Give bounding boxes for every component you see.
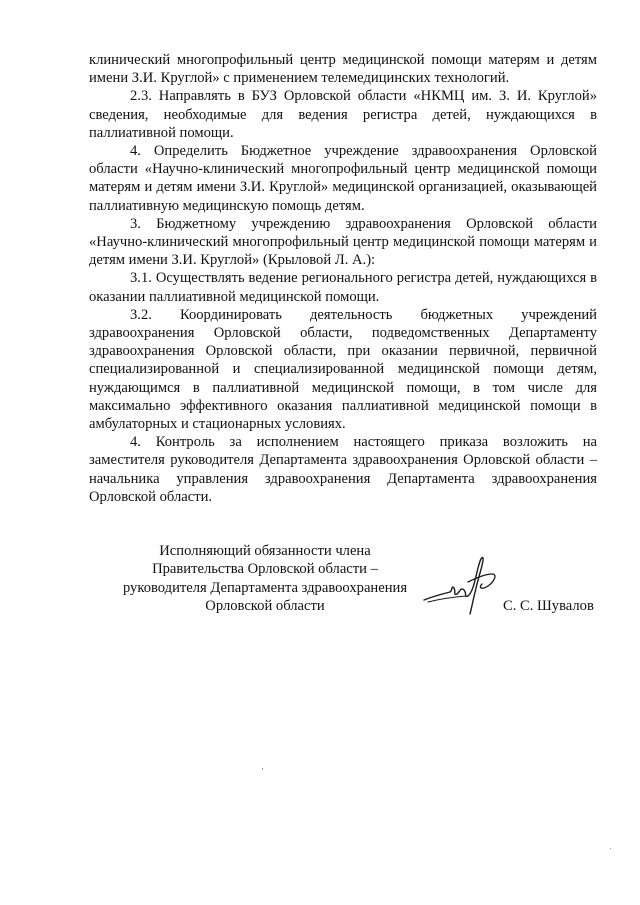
signer-name: С. С. Шувалов	[503, 598, 594, 614]
position-line: руководителя Департамента здравоохранения	[122, 579, 408, 596]
paragraph-4-control: 4. Контроль за исполнением настоящего приказа возложить на заместителя руководителя Департамента здравоохранения Орловской области – начальника управления здравоохранения Департамента здравоохранения Орловской области.	[89, 434, 597, 505]
paragraph-4-designate: 4. Определить Бюджетное учреждение здравоохранения Орловской области «Научно-клинический многопрофильный центр медицинской помощи матерям и детям имени З.И. Круглой» медицинской организацией, оказывающей паллиативную медицинскую помощь детям.	[89, 143, 597, 214]
paragraph-3: 3. Бюджетному учреждению здравоохранения Орловской области «Научно-клинический многопрофильный центр медицинской помощи матерям и детям имени З.И. Круглой» (Крыловой Л. А.):	[89, 215, 597, 269]
order-body-text	[89, 51, 597, 506]
signer-position-title	[100, 542, 430, 615]
position-line: Исполняющий обязанности члена	[159, 543, 371, 559]
paragraph-3-2: 3.2. Координировать деятельность бюджетных учреждений здравоохранения Орловской области, подведомственных Департаменту здравоохранения Орловской области, при оказании первичной, первичной специализированной и специализированной медицинской помощи детям, нуждающимся в паллиативной медицинской помощи, в том числе для максимально эффективного оказания паллиативной медицинской помощи в амбулаторных и стационарных условиях.	[89, 306, 597, 433]
paragraph-2-3: 2.3. Направлять в БУЗ Орловской области «НКМЦ им. З. И. Круглой» сведения, необходимые для ведения регистра детей, нуждающихся в паллиативной помощи.	[89, 88, 597, 141]
paragraph-3-1: 3.1. Осуществлять ведение регионального регистра детей, нуждающихся в оказании паллиативной медицинской помощи.	[89, 270, 597, 305]
scan-speck	[262, 768, 263, 770]
position-line: Правительства Орловской области –	[152, 561, 378, 578]
paragraph-continuation: клинический многопрофильный центр медицинской помощи матерям и детям имени З.И. Круглой» с применением телемедицинских технологий.	[89, 52, 597, 87]
handwritten-signature-icon	[420, 552, 502, 618]
signature-block	[0, 542, 640, 632]
scan-speck	[610, 848, 611, 849]
position-line: Орловской области	[205, 597, 325, 614]
